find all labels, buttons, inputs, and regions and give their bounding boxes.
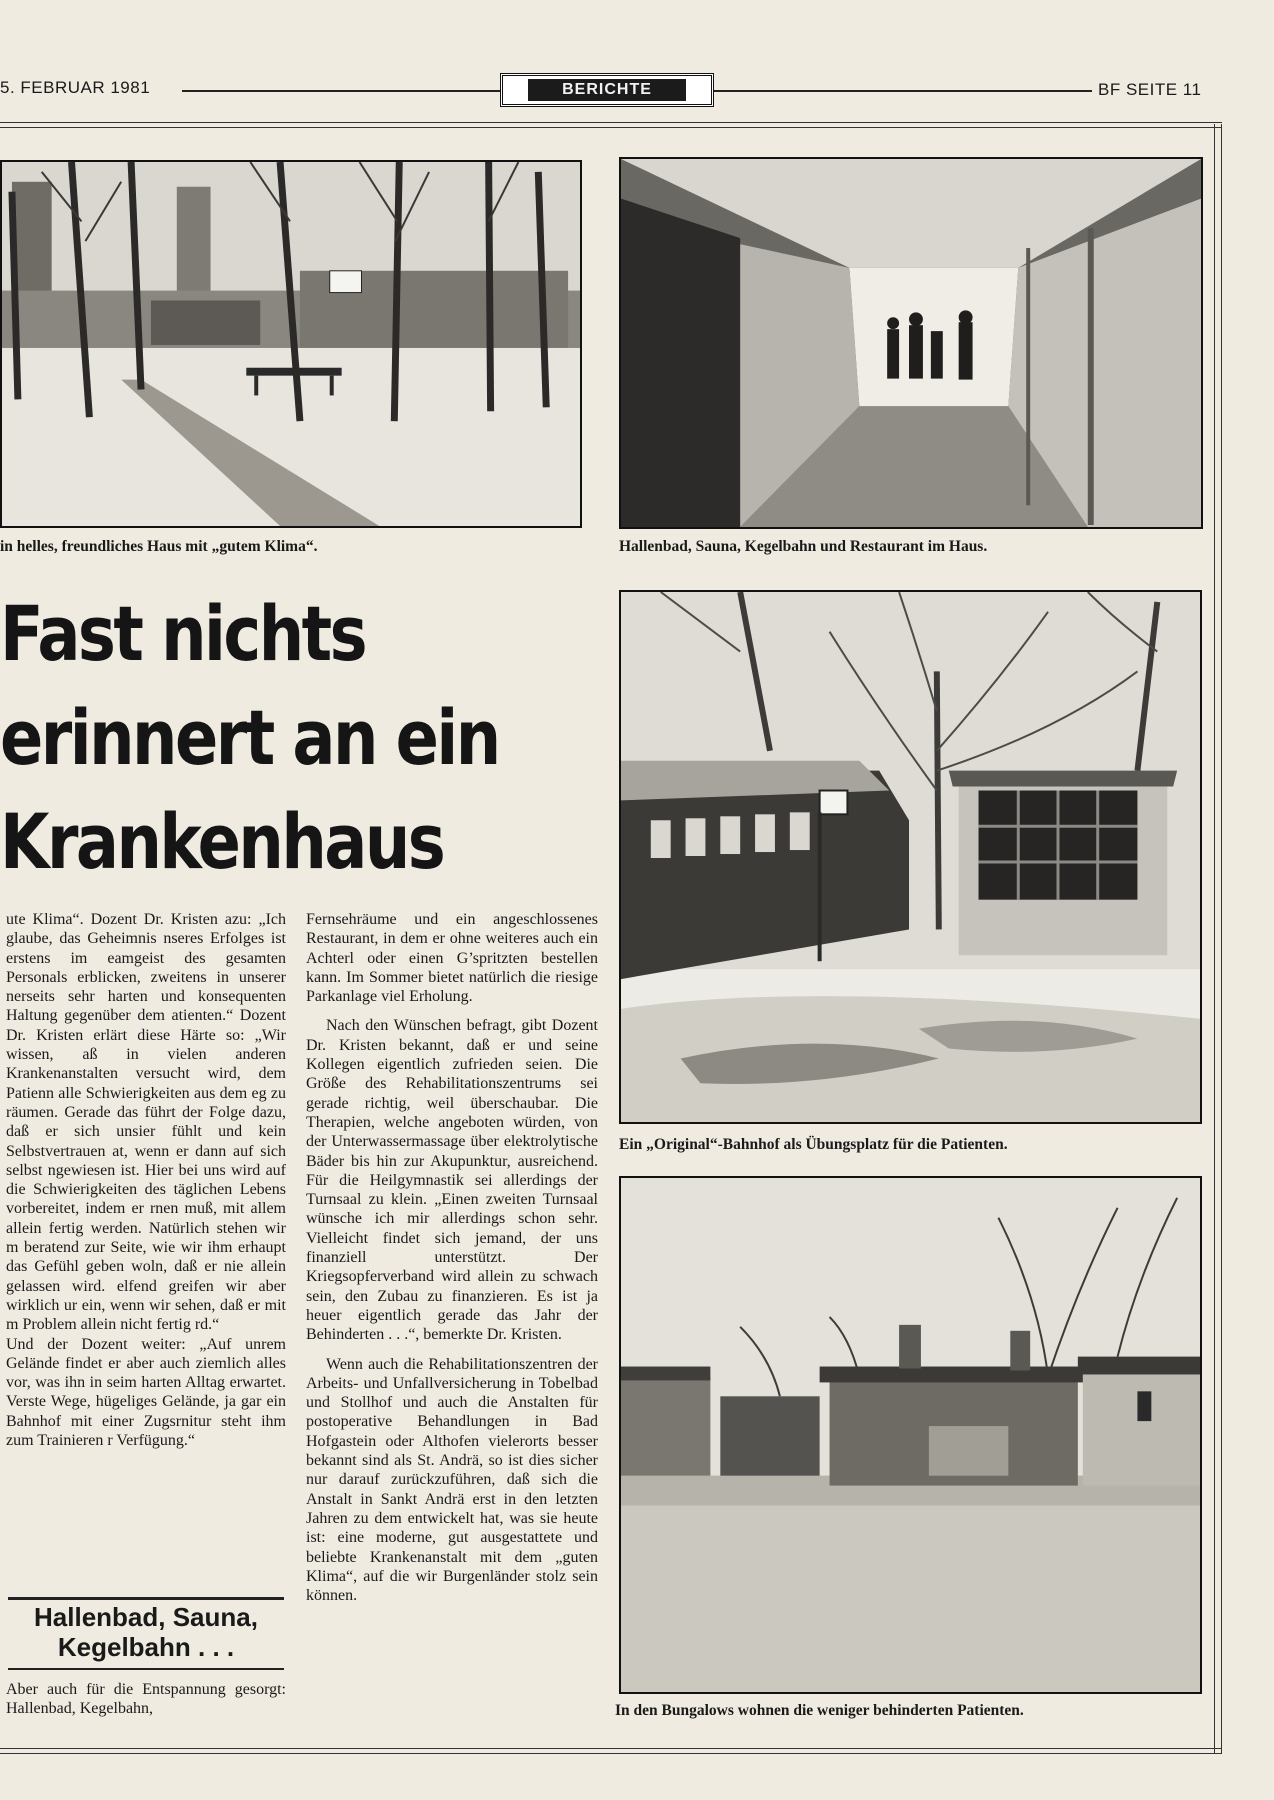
col2-paragraph-1: Fernsehräume und ein angeschlossenes Restaurant, in dem er ohne weiteres auch ein Achterl oder einen G’spritzten bestellen kann. Im Sommer bietet natürlich die riesige Parkanlage viel Erholung.	[306, 911, 598, 1006]
page-number: BF SEITE 11	[1098, 80, 1202, 99]
photo-building-exterior	[0, 160, 582, 528]
col1-paragraph-3: Aber auch für die Entspannung gesorgt: Hallenbad, Kegelbahn,	[6, 1681, 286, 1718]
header-rule-left	[182, 90, 500, 92]
caption-photo1: in helles, freundliches Haus mit „gutem Klima“.	[0, 538, 318, 555]
article-headline	[0, 582, 504, 894]
photo-bungalows	[619, 1176, 1202, 1694]
subheading-line-2: Kegelbahn . . .	[57, 1632, 235, 1662]
subhead-rule-top	[8, 1597, 284, 1600]
caption-photo4: In den Bungalows wohnen die weniger behinderten Patienten.	[615, 1702, 1024, 1719]
headline-line-2: erinnert an ein	[0, 693, 499, 782]
article-column-2	[306, 910, 598, 1605]
section-label: BERICHTE	[528, 79, 686, 101]
headline-line-3: Krankenhaus	[0, 797, 444, 886]
subhead-rule-bottom	[8, 1668, 284, 1670]
header-rule-right	[714, 90, 1092, 92]
col2-paragraph-3: Wenn auch die Rehabilitationszentren der Arbeits- und Unfallversicherung in Tobelbad und Stollhof und auch die Anstalten für postoperative Behandlungen in Bad Hofgastein oder Althofen vielerorts besser bekannt sind als St. Andrä, so ist dies sicher nur darauf zurückzuführen, daß sich die Anstalt in Sankt Andrä erst in den letzten Jahren zu dem entwickelt hat, was sie heute ist: eine moderne, gut ausgestattete und beliebte Krankenanstalt mit dem „guten Klima“, auf die wir Burgenländer stolz sein können.	[306, 1355, 598, 1605]
subheading-line-1: Hallenbad, Sauna,	[34, 1602, 258, 1632]
page-frame-bottom	[0, 1748, 1222, 1754]
article-column-1	[6, 910, 286, 1450]
issue-date: 5. FEBRUAR 1981	[0, 78, 151, 97]
section-label-box	[500, 73, 714, 107]
headline-line-1: Fast nichts	[0, 589, 366, 678]
page-frame-right	[1214, 124, 1222, 1754]
subheading	[8, 1602, 284, 1662]
caption-photo2: Hallenbad, Sauna, Kegelbahn und Restaurant im Haus.	[619, 538, 988, 555]
article-column-1-continued	[6, 1680, 286, 1719]
page-frame-top	[0, 122, 1222, 128]
col2-paragraph-2: Nach den Wünschen befragt, gibt Dozent Dr. Kristen bekannt, daß er und seine Kollegen eigentlich zufrieden seien. Die Größe des Rehabilitationszentrums sei gerade richtig, weil überschaubar. Die Therapien, welche angeboten würden, von der Unterwassermassage über elektrolytische Bäder bis hin zur Akupunktur, ausreichend. Für die Heilgymnastik sei allerdings der Turnsaal zu klein. „Einen zweiten Turnsaal wünsche ich mir allerdings schon sehr. Vielleicht findet sich jemand, der uns finanziell unterstützt. Der Kriegsopferverband wird allein zu schwach sein, den Zubau zu finanzieren. Es ist ja heuer eigentlich gerade das Jahr der Behinderten . . .“, bemerkte Dr. Kristen.	[306, 1017, 598, 1344]
caption-photo3: Ein „Original“-Bahnhof als Übungsplatz für die Patienten.	[619, 1136, 1008, 1153]
photo-train-station	[619, 590, 1202, 1124]
photo-hallway	[619, 157, 1203, 529]
col1-paragraph-2: Und der Dozent weiter: „Auf unrem Gelände findet er aber auch ziemlich alles vor, was ihn in seim harten Alltag erwartet. Verste Wege, hügeliges Gelände, ja gar ein Bahnhof mit einer Zugsrnitur steht ihm zum Trainieren r Verfügung.“	[6, 1335, 286, 1450]
col1-paragraph-1: ute Klima“. Dozent Dr. Kristen azu: „Ich glaube, das Geheimnis nseres Erfolges ist erstens im eamgeist des gesamten Personals erblicken, zweitens in unserer nerseits sehr harten und konsequenten Haltung gegenüber dem atienten.“ Dozent Dr. Kristen erlärt diese Härte so: „Wir wissen, aß in vielen anderen Krankenanstalten versucht wird, dem Patienn alle Schwierigkeiten aus dem eg zu räumen. Gerade das führt der Folge dazu, daß er sich unsier fühlt und kein Selbstvertrauen at, wenn er dann auf sich selbst ngewiesen ist. Hier bei uns wird auf die Schwierigkeiten des täglichen Lebens vorbereitet, indem er rnen muß, mit allem allein fertig werden. Natürlich stehen wir m beratend zur Seite, wie wir ihm erhaupt das Gefühl geben woln, daß er nie allein gelassen wird. elfend greifen wir aber wirklich ur ein, wenn wir sehen, daß er mit m Problem allein nicht fertig rd.“	[6, 911, 286, 1334]
